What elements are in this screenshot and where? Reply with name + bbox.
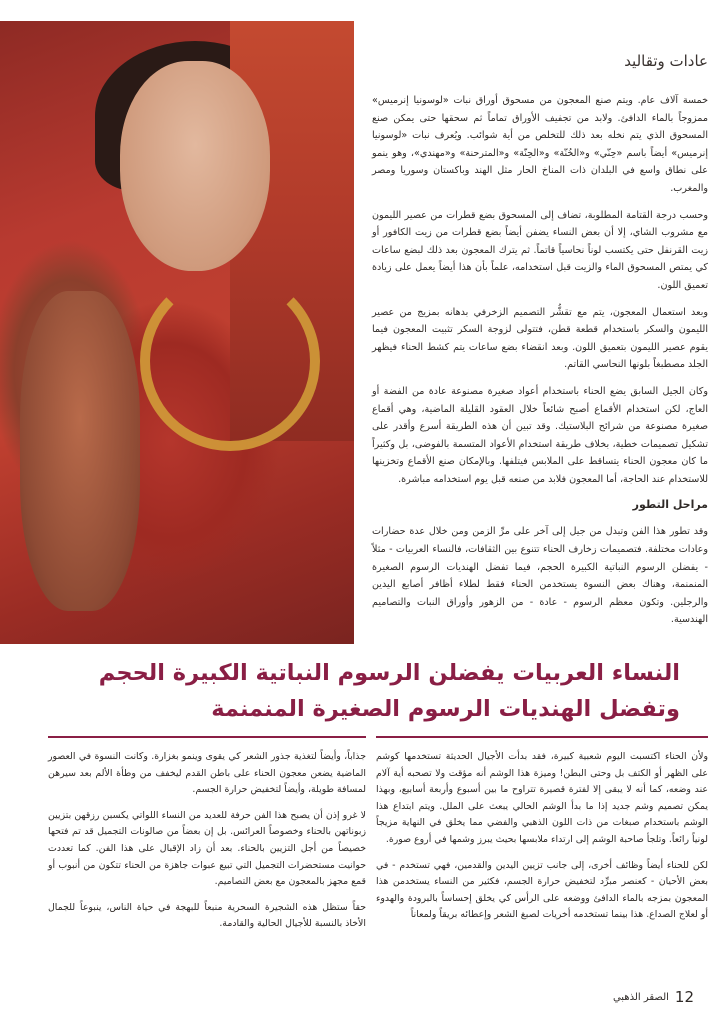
- paragraph: وكان الجيل السابق يضع الحناء باستخدام أعواد صغيرة مصنوعة عادة من الفضة أو العاج، لكن استخدام الأقماع أصبح شائعاً خلال العقود القليلة الماضية، وهي أقماع صغيرة مصنوعة من شرائح البلاستيك. وقد تبين أن هذه الطريقة أسرع وأقدر على تشكيل تصميمات خطية، بخلاف طريقة استخدام الأعواد المتسمة بالفوضى، بل وكثيراً ما كان معجون الحناء يتساقط على الملابس فيتلفها. وبالإمكان صنع الأقماع وتخزينها للاستخدام عند الحاجة، أما المعجون فلابد من صنعه قبل يوم استخدامه مباشرة.: [372, 385, 708, 485]
- paragraph: ولأن الحناء اكتسبت اليوم شعبية كبيرة، فقد بدأت الأجيال الحديثة تستخدمها كوشم على الظهر أو الكتف بل وحتى البطن! وميزة هذا الوشم أنه مؤقت ولا تصحبه أية آلام عند وضعه، كما أنه لا يبقى إلا لفترة قصيرة تتراوح ما بين أسبوع وأربعة أسابيع، وبهذا يمكن تصميم وشم جديد إذا ما بدأ الوشم الحالي يبعث على الملل. ويتم ابتداع هذا الوشم باستخدام صبغات من ذات اللون الذهبي والفضي مما يخلق في النهاية مزيجاً لونياً رائعاً. وتلجأ صاحبة الوشم إلى ارتداء ملابسها بحيث يبرز وشمها في أروع صورة.: [376, 751, 708, 845]
- paragraph: وحسب درجة القتامة المطلوبة، تضاف إلى المسحوق بضع قطرات من عصير الليمون مع مشروب الشاي، إلا أن بعض النساء يضفن أيضاً بضع قطرات من زيت الكافور أو زيت القرنفل حتى يكتسب لوناً نحاسياً قاتماً. ثم يترك المعجون بعد ذلك لبضع ساعات كي يمتص المسحوق الماء والزيت قبل استخدامه، علماً بأن هذا أيضاً يعمل على زيادة تعميق اللون.: [372, 209, 708, 291]
- sub-heading: مراحل التطور: [632, 498, 708, 512]
- paragraph: حقاً ستظل هذه الشجيرة السحرية منبعاً للبهجة في حياة الناس، ينبوعاً للجمال الأخاذ بالنسبة للأجيال الحالية والقادمة.: [48, 901, 366, 930]
- divider-rule: [48, 736, 366, 738]
- paragraph: جذاباً، وأيضاً لتغذية جذور الشعر كي يقوى وينمو بغزارة. وكانت النسوة في العصور الماضية يضعن معجون الحناء على باطن القدم ليخفف من وطأة الألم بعد سيرهن لمسافة طويلة، وأيضاً لتخفيض حرارة الجسم.: [48, 751, 366, 796]
- section-heading: عادات وتقاليد: [624, 52, 708, 70]
- paragraph: لكن للحناء أيضاً وظائف أخرى، إلى جانب تزيين اليدين والقدمين، فهي تستخدم - في بعض الأحيان - كعنصر مبرِّد لتخفيض حرارة الجسم، فكثير من النساء يستخدمن هذا المعجون بمزجه بالماء الدافئ ووضعه على الرأس كي يخلق إحساساً بالبرودة والهدوء أو لعلاج الصداع. هذا بينما تستخدمه أخريات لصبغ الشعر وإعطائه بريقاً ولمعاناً: [376, 859, 708, 921]
- pull-quote-headline: النساء العربيات يفضلن الرسوم النباتية الكبيرة الحجم وتفضل الهنديات الرسوم الصغيرة المنمنمة: [98, 660, 680, 722]
- bottom-left-column: [48, 749, 366, 942]
- photo-face: [120, 61, 270, 271]
- paragraph: خمسة آلاف عام. ويتم صنع المعجون من مسحوق أوراق نبات «لوسونيا إنرميس» ممزوجاً بالماء الدافئ. ولابد من تجفيف الأوراق تماماً ثم سحقها حتى يمكن صنع المسحوق الذي يتم نخله بعد ذلك للتخلص من أية شوائب. ويُعرف نبات «لوسونيا إنرميس» أيضاً باسم «حِنّي» و«الخُنّة» و«الحِنّة» و«المترحنة» و«مهندي»، وهو ينمو على نطاق واسع في البلدان ذات المناخ الحار مثل الهند وباكستان وسوريا ومصر والمغرب.: [372, 95, 708, 194]
- photo-henna-hand: [20, 291, 140, 611]
- page-number: 12: [674, 988, 694, 1006]
- right-column: [372, 52, 708, 638]
- magazine-name: الصقر الذهبي: [612, 991, 669, 1003]
- photo-necklace: [140, 271, 320, 451]
- paragraph: وبعد استعمال المعجون، يتم مع تقشُّر التصميم الزخرفي بدهانه بمزيج من عصير الليمون والسكر باستخدام قطعة قطن، فتتولى لزوجة السكر تثبيت المعجون فيما يقوم عصير الليمون بتعميق اللون. وبعد انقضاء بضع ساعات يتم كشط الحناء فيظهر الجلد مصطبغاً بلونها النحاسي القاتم.: [372, 306, 708, 371]
- divider-rule: [376, 736, 708, 738]
- paragraph: لا غرو إذن أن يصبح هذا الفن حرفة للعديد من النساء اللواتي يكسبن رزقهن بتزيين زبوناتهن بالحناء وخصوصاً العرائس. بل إن بعضاً من صالونات التجميل قد تم فتحها خصيصاً من أجل التزيين بالحناء. بعد أن زاد الإقبال على هذا الفن. كما تعددت حوانيت مستحضرات التجميل التي تبيع عبوات جاهزة من الحناء تتكون من أنبوب أو قمع مجهز بالمعجون مع بعض التصاميم.: [48, 809, 366, 888]
- bottom-right-column: [376, 749, 708, 933]
- bride-photo: [0, 21, 354, 644]
- paragraph: وقد تطور هذا الفن وتبدل من جيل إلى آخر على مرِّ الزمن ومن خلال عدة حضارات وعادات مختلفة. فتصميمات زخارف الحناء تتنوع بين الثقافات، فالنساء العربيات - مثلاً - يفضلن الرسوم النباتية الكبيرة الحجم، فيما تفضل الهنديات الرسوم الصغيرة المنمنمة، وهناك بعض النسوة يستخدمن الحناء فقط لطلاء أظافر أصابع اليدين والرجلين. وتكون معظم الرسوم - عادة - من الزهور وأوراق النبات والتصاميم الهندسية.: [372, 526, 708, 626]
- page-footer: [613, 988, 694, 1006]
